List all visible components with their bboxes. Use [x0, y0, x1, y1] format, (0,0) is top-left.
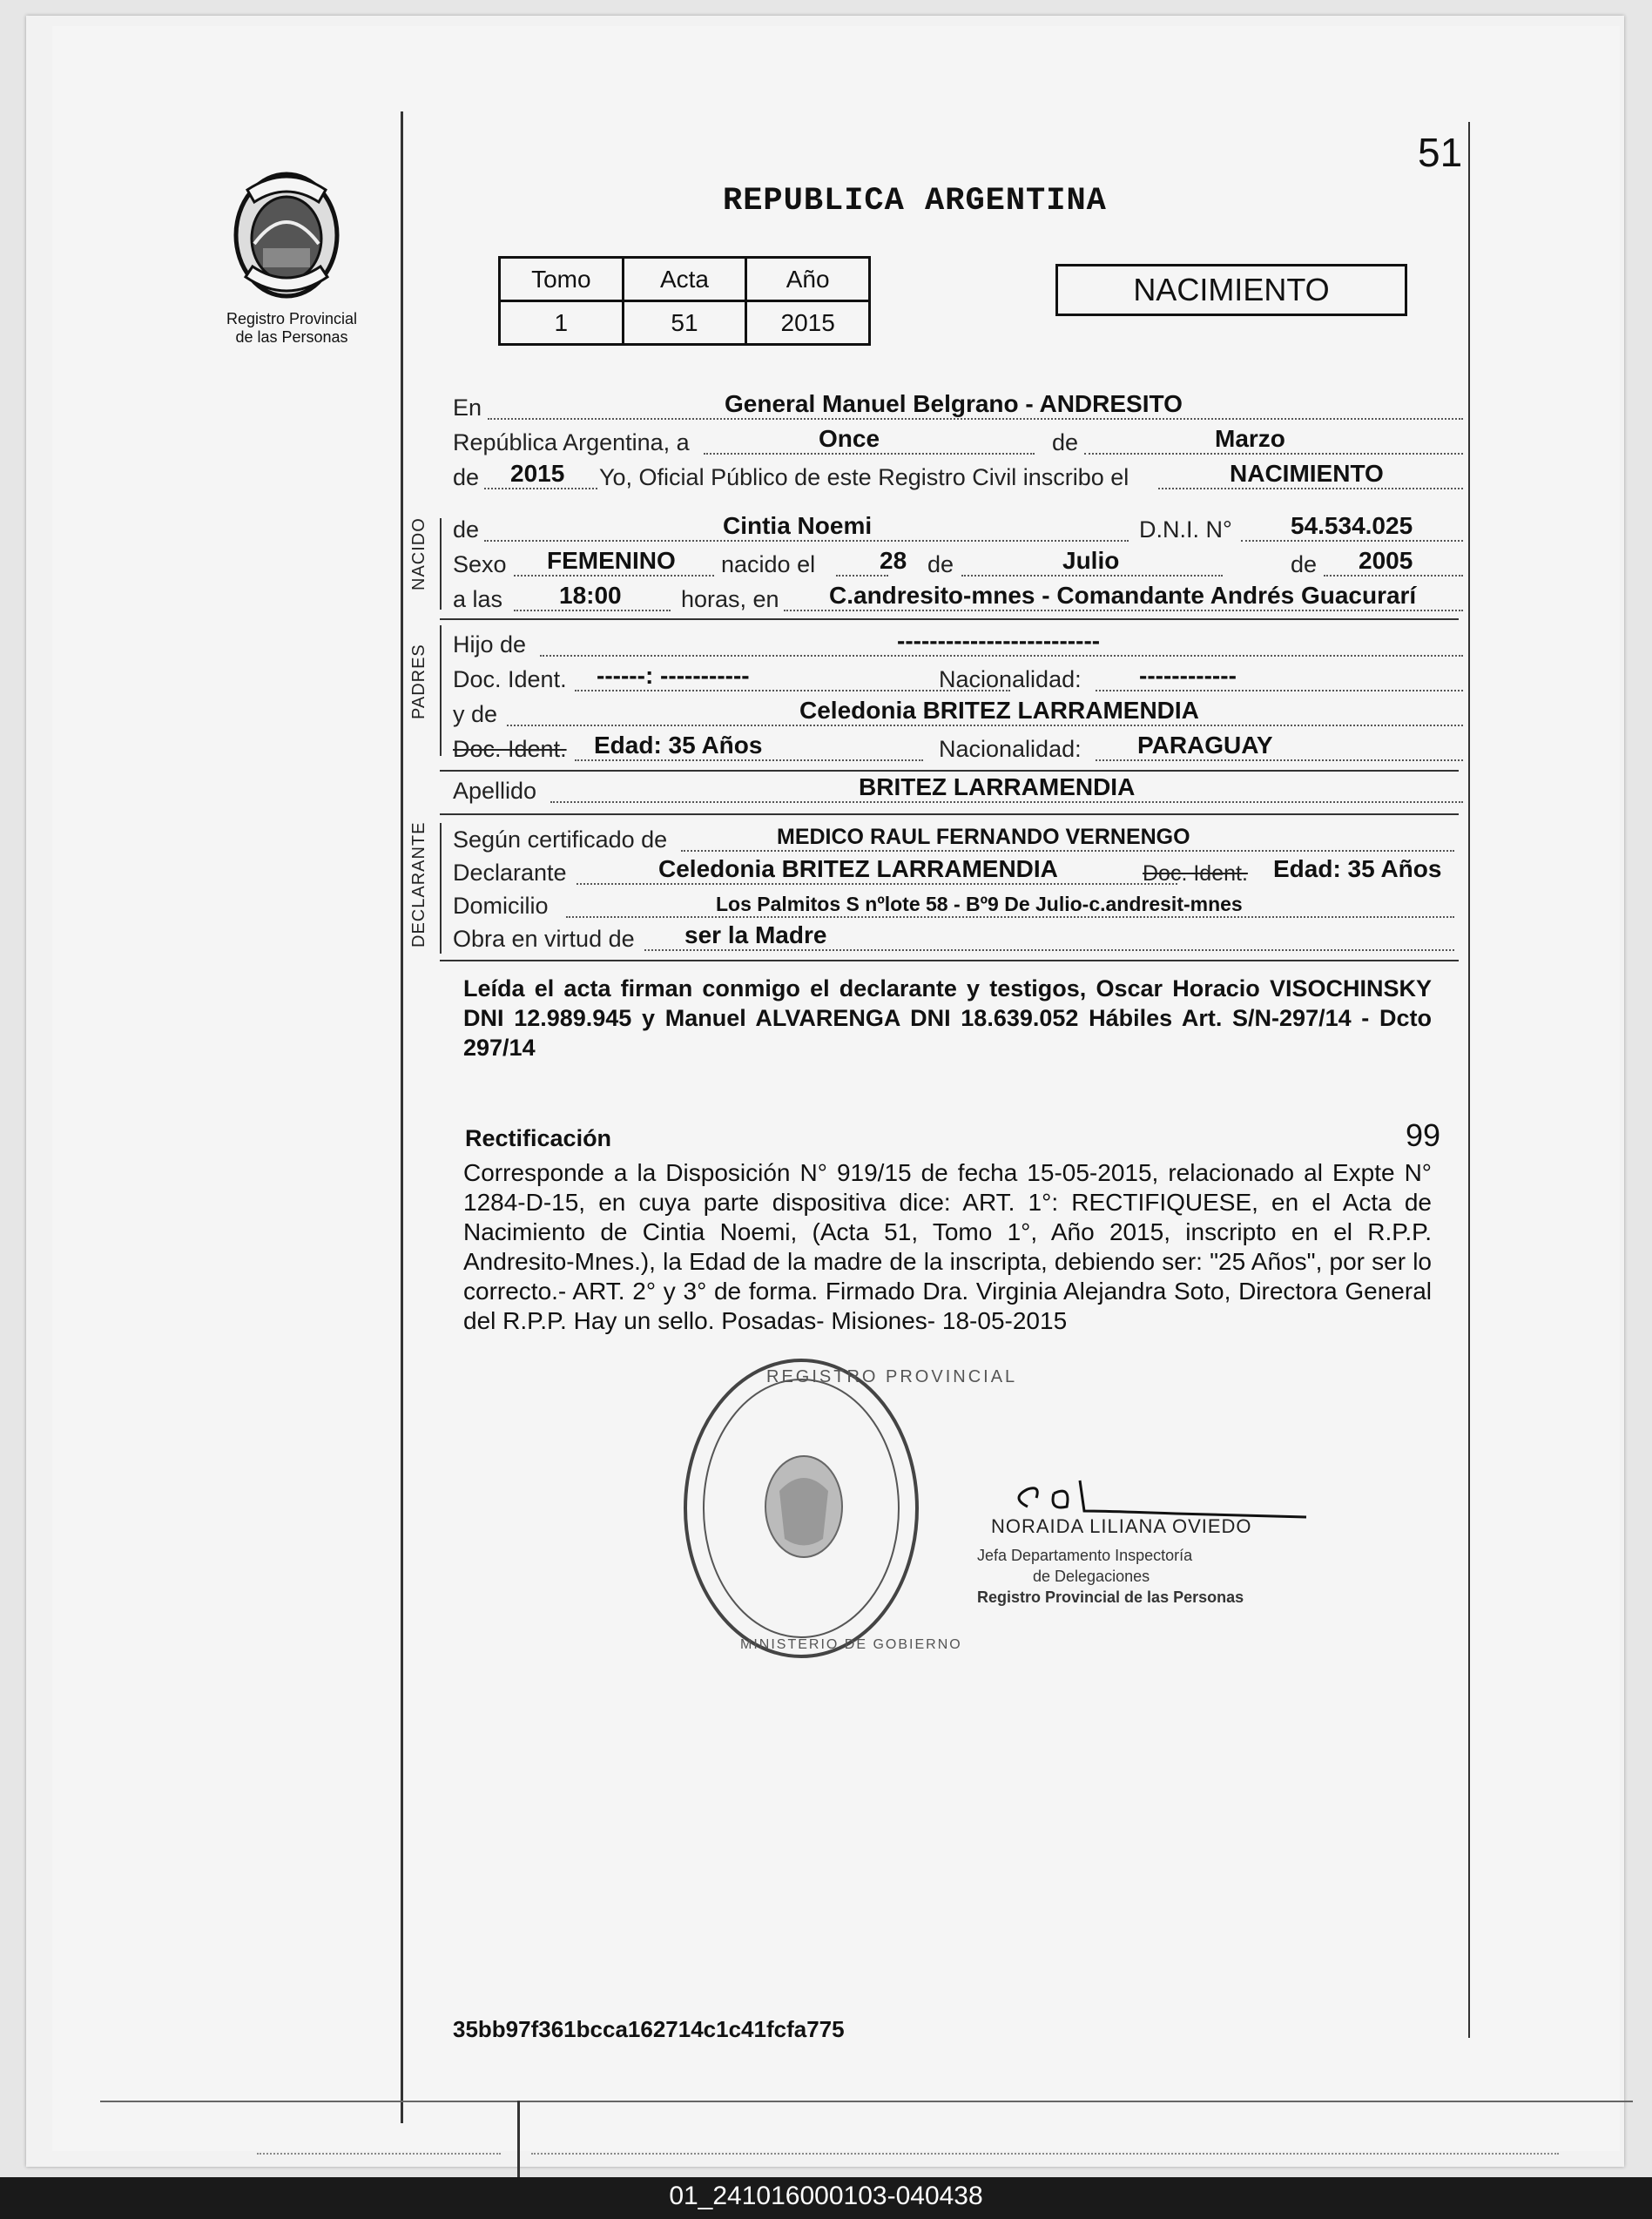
birth-year-value: 2005 [1359, 547, 1413, 574]
child-name: Cintia Noemi [723, 512, 873, 539]
closing-paragraph: Leída el acta firman conmigo el declarante y testigos, Oscar Horacio VISOCHINSKY DNI 12.989.945 y Manuel ALVARENGA DNI 18.639.052 Hábiles Art. S/N-297/14 - Dcto 297/14 [463, 975, 1432, 1061]
declarant-value: Celedonia BRITEZ LARRAMENDIA [658, 855, 1058, 882]
declarante-row-2: Declarante Celedonia BRITEZ LARRAMENDIA Doc. Ident. Edad: 35 Años [453, 855, 1442, 886]
signer-name: NORAIDA LILIANA OVIEDO [991, 1515, 1252, 1537]
province-seal-icon [228, 165, 345, 305]
table-header: Acta [623, 258, 746, 301]
dni-value: 54.534.025 [1291, 512, 1413, 539]
declarante-row-1: Según certificado de MEDICO RAUL FERNANDO VERNENGO [453, 822, 1454, 857]
birth-place-value: C.andresito-mnes - Comandante Andrés Guacurarí [829, 582, 1417, 609]
nacido-row-3: a las 18:00 horas, en C.andresito-mnes - Comandante Andrés Guacurarí [453, 582, 1463, 617]
padres-row-2: Doc. Ident. ------: ----------- Nacionalidad: ------------ [453, 662, 1463, 697]
declarante-row-3: Domicilio Los Palmitos S nºlote 58 - Bº9 De Julio-c.andresit-mnes [453, 888, 1454, 923]
section-label-nacido: NACIDO [409, 517, 428, 590]
intro-row-3: de 2015 Yo, Oficial Público de este Registro Civil inscribo el NACIMIENTO [453, 460, 1463, 495]
sex-value: FEMENINO [547, 547, 676, 574]
right-border-line [1468, 122, 1470, 2038]
day-value: Once [819, 425, 880, 452]
place-value: General Manuel Belgrano - ANDRESITO [725, 390, 1183, 417]
page-title: REPUBLICA ARGENTINA [723, 183, 1107, 219]
signer-title-3: Registro Provincial de las Personas [977, 1588, 1244, 1606]
obra-value: ser la Madre [684, 921, 827, 948]
declarant-doc: Edad: 35 Años [1273, 855, 1442, 882]
rectification-text: Corresponde a la Disposición N° 919/15 de fecha 15-05-2015, relacionado al Expte N° 1284-D-15, en cuya parte dispositiva dice: ART. 1°: RECTIFIQUESE, en el Acta de Nacimiento de Cintia Noemi, (Acta 51, Tomo 1°, Año 2015, inscripto en el R.P.P. Andresito-Mnes.), la Edad de la madre de la inscripta, debiendo ser: "25 Años", por ser lo correcto.- ART. 2° y 3° de forma. Firmado Dra. Virginia Alejandra Soto, Directora General del R.P.P. Hay un sello. Posadas- Misiones- 18-05-2015 [463, 1159, 1432, 1334]
padres-row-1: Hijo de ------------------------- [453, 627, 1463, 662]
table-header: Año [746, 258, 870, 301]
table-cell: 2015 [746, 301, 870, 345]
father-name: ------------------------- [897, 627, 1101, 654]
page-number: 51 [1418, 130, 1463, 175]
year-value: 2015 [510, 460, 565, 487]
stamp-text-top: REGISTRO PROVINCIAL [766, 1367, 1018, 1386]
stamp-text-mid: MINISTERIO DE GOBIERNO [740, 1637, 962, 1652]
record-type-box: NACIMIENTO [1055, 264, 1407, 316]
record-table [498, 256, 871, 346]
time-value: 18:00 [559, 582, 622, 609]
nacido-row-2: Sexo FEMENINO nacido el 28 de Julio de 2005 [453, 547, 1463, 582]
registry-label: Registro Provincial de las Personas [226, 310, 358, 346]
official-stamp-icon [675, 1352, 927, 1665]
nacido-row-1: de Cintia Noemi D.N.I. N° 54.534.025 [453, 512, 1463, 547]
table-cell: 51 [623, 301, 746, 345]
intro-row-2: República Argentina, a Once de Marzo [453, 425, 1463, 460]
birth-month-value: Julio [1062, 547, 1120, 574]
mother-doc: Edad: 35 Años [594, 732, 763, 759]
rectification-number: 99 [1406, 1117, 1441, 1153]
act-value: NACIMIENTO [1230, 460, 1384, 487]
padres-row-3: y de Celedonia BRITEZ LARRAMENDIA [453, 697, 1463, 732]
signer-title-2: de Delegaciones [1033, 1568, 1150, 1585]
mother-nationality: PARAGUAY [1137, 732, 1273, 759]
footer-id: 01_241016000103-040438 [669, 2182, 983, 2210]
father-doc: ------: ----------- [597, 662, 750, 689]
birth-day-value: 28 [880, 547, 907, 574]
margin-line [401, 111, 403, 2123]
month-value: Marzo [1215, 425, 1285, 452]
rectification-title: Rectificación [465, 1125, 612, 1151]
signer-title-1: Jefa Departamento Inspectoría [977, 1547, 1193, 1564]
address-value: Los Palmitos S nºlote 58 - Bº9 De Julio-c.andresit-mnes [716, 893, 1243, 915]
certificate-value: MEDICO RAUL FERNANDO VERNENGO [777, 825, 1190, 849]
mother-name: Celedonia BRITEZ LARRAMENDIA [799, 697, 1199, 724]
padres-row-4: Doc. Ident. Edad: 35 Años Nacionalidad: PARAGUAY [453, 732, 1463, 766]
father-nationality: ------------ [1139, 662, 1237, 689]
section-label-padres: PADRES [409, 644, 428, 719]
seal-text [228, 165, 345, 166]
table-header: Tomo [500, 258, 624, 301]
section-label-declarante: DECLARANTE [409, 821, 428, 948]
declarante-row-4: Obra en virtud de ser la Madre [453, 921, 1454, 956]
table-cell: 1 [500, 301, 624, 345]
surname-value: BRITEZ LARRAMENDIA [859, 773, 1136, 800]
apellido-row: Apellido BRITEZ LARRAMENDIA [453, 773, 1463, 808]
intro-row-1: En General Manuel Belgrano - ANDRESITO [453, 390, 1463, 425]
document-hash: 35bb97f361bcca162714c1c41fcfa775 [453, 2016, 845, 2042]
